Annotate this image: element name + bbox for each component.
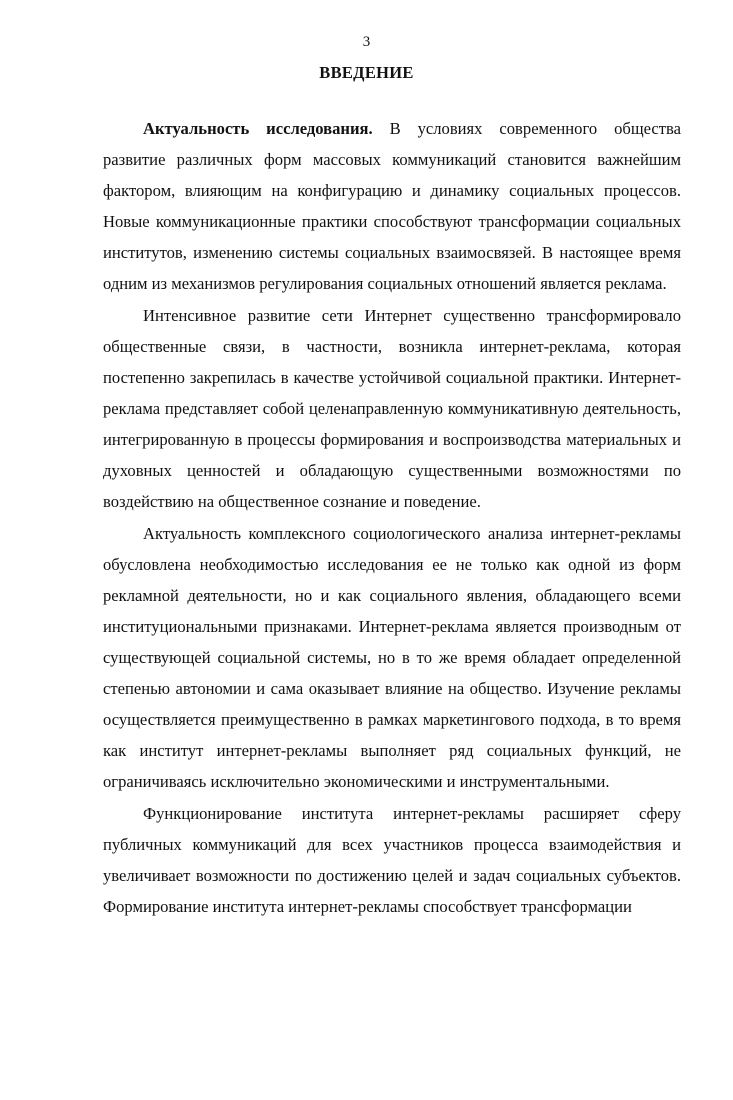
page-number: 3	[362, 34, 371, 50]
paragraph-text: В условиях современного общества развитие различных форм массовых коммуникаций становится важнейшим фактором, влияющим на конфигурацию и динамику социальных процессов. Новые коммуникационные практики способствуют трансформации социальных институтов, изменению системы социальных взаимосвязей. В настоящее время одним из механизмов регулирования социальных отношений является реклама.	[103, 119, 681, 293]
paragraph-2	[103, 300, 681, 517]
paragraph-lead: Актуальность исследования.	[143, 119, 373, 138]
paragraph-4	[103, 798, 681, 922]
paragraph-text: Интенсивное развитие сети Интернет существенно трансформировало общественные связи, в частности, возникла интернет-реклама, которая постепенно закрепилась в качестве устойчивой социальной практики. Интернет-реклама представляет собой целенаправленную коммуникативную деятельность, интегрированную в процессы формирования и воспроизводства материальных и духовных ценностей и обладающую существенными возможностями по воздействию на общественное сознание и поведение.	[103, 306, 681, 511]
paragraph-text: Актуальность комплексного социологического анализа интернет-рекламы обусловлена необходимостью исследования ее не только как одной из форм рекламной деятельности, но и как социального явления, обладающего всеми институциональными признаками. Интернет-реклама является производным от существующей социальной системы, но в то же время обладает определенной степенью автономии и сама оказывает влияние на общество. Изучение рекламы осуществляется преимущественно в рамках маркетингового подхода, в то время как институт интернет-рекламы выполняет ряд социальных функций, не ограничиваясь исключительно экономическими и инструментальными.	[103, 524, 681, 791]
paragraph-3	[103, 518, 681, 797]
section-heading: ВВЕДЕНИЕ	[319, 63, 414, 82]
document-body	[103, 113, 681, 922]
paragraph-1	[103, 113, 681, 299]
paragraph-text: Функционирование института интернет-рекламы расширяет сферу публичных коммуникаций для всех участников процесса взаимодействия и увеличивает возможности по достижению целей и задач социальных субъектов. Формирование института интернет-рекламы способствует трансформации	[103, 804, 681, 916]
